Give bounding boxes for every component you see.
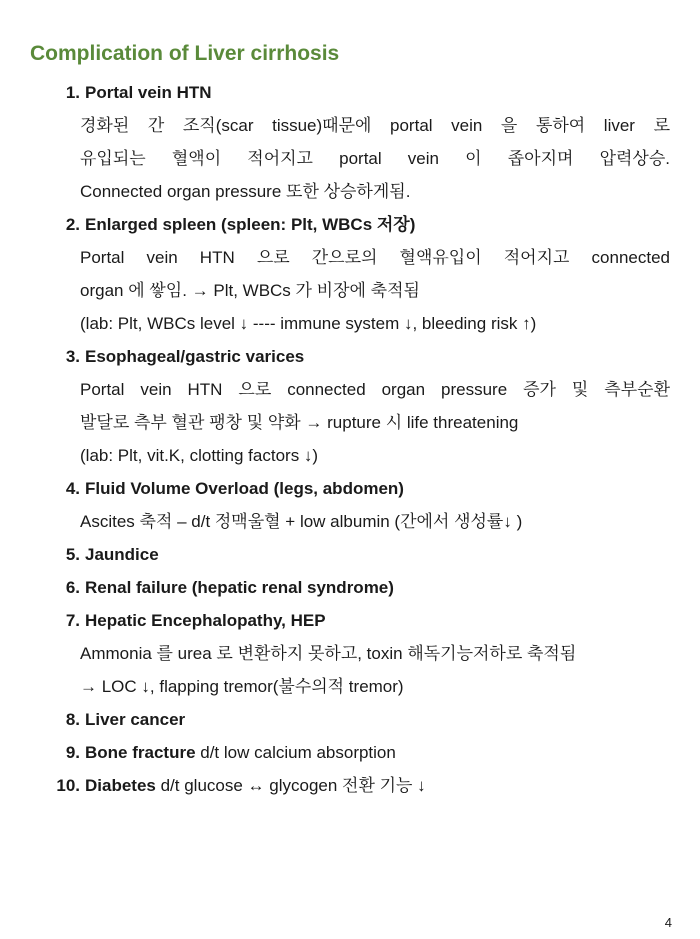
complication-list xyxy=(0,76,700,802)
item-text-line: Ammonia 를 urea 로 변환하지 못하고, toxin 해독기능저하로 축적됨 xyxy=(80,644,577,663)
item-heading xyxy=(85,76,700,109)
page-title: Complication of Liver cirrhosis xyxy=(30,42,340,65)
list-item-esophageal-varices xyxy=(0,340,700,472)
item-text-line: Connected organ pressure 또한 상승하게됨. xyxy=(80,182,411,201)
item-heading xyxy=(85,208,700,241)
list-item-hepatic-encephalopathy xyxy=(0,604,700,703)
item-heading xyxy=(85,703,700,736)
list-item-jaundice xyxy=(0,538,700,571)
list-item-liver-cancer xyxy=(0,703,700,736)
item-heading xyxy=(85,769,700,802)
item-heading-bold: Liver cancer xyxy=(85,710,186,729)
item-heading-bold: Hepatic Encephalopathy, HEP xyxy=(85,611,326,630)
item-number: 4. xyxy=(65,479,80,498)
item-heading xyxy=(85,340,700,373)
item-heading xyxy=(85,472,700,505)
item-heading-bold: Portal vein HTN xyxy=(85,83,212,102)
item-text-line: organ 에 쌓임. → Plt, WBCs 가 비장에 축적됨 xyxy=(80,281,420,300)
item-number: 1. xyxy=(65,83,80,102)
item-heading-bold: Renal failure (hepatic renal syndrome) xyxy=(85,578,394,597)
item-number: 7. xyxy=(65,611,80,630)
item-text-line: 발달로 측부 혈관 팽창 및 약화 → rupture 시 life threatening xyxy=(80,413,519,432)
item-number: 8. xyxy=(65,710,80,729)
list-item-portal-vein-htn xyxy=(0,76,700,208)
item-heading xyxy=(85,538,700,571)
item-heading-bold: Bone fracture xyxy=(85,743,196,762)
item-text-line: → LOC ↓, flapping tremor(불수의적 tremor) xyxy=(80,677,404,696)
item-number: 6. xyxy=(65,578,80,597)
item-text-line: (lab: Plt, vit.K, clotting factors ↓) xyxy=(80,446,319,465)
item-heading-bold: Fluid Volume Overload (legs, abdomen) xyxy=(85,479,404,498)
page-number: 4 xyxy=(664,915,672,930)
item-heading-bold: Enlarged spleen (spleen: Plt, WBCs 저장) xyxy=(85,215,416,234)
item-text-line: (lab: Plt, WBCs level ↓ ---- immune system ↓, bleeding risk ↑) xyxy=(80,314,537,333)
item-text-line: 유입되는 혈액이 적어지고 portal vein 이 좁아지며 압력상승. xyxy=(80,149,670,168)
item-text-line: Portal vein HTN 으로 간으로의 혈액유입이 적어지고 connected xyxy=(80,248,670,267)
list-item-fluid-volume-overload xyxy=(0,472,700,538)
item-heading-bold: Esophageal/gastric varices xyxy=(85,347,305,366)
item-text-line: Ascites 축적 – d/t 정맥울혈 + low albumin (간에서 생성률↓ ) xyxy=(80,512,523,531)
list-item-bone-fracture xyxy=(0,736,700,769)
item-heading xyxy=(85,604,700,637)
item-number: 5. xyxy=(65,545,80,564)
item-heading xyxy=(85,736,700,769)
item-text-line: 경화된 간 조직(scar tissue)때문에 portal vein 을 통하여 liver 로 xyxy=(80,116,670,135)
item-number: 9. xyxy=(65,743,80,762)
item-number: 3. xyxy=(65,347,80,366)
item-heading-detail: d/t low calcium absorption xyxy=(195,743,396,762)
item-number: 10. xyxy=(56,776,80,795)
item-text-line: Portal vein HTN 으로 connected organ pressure 증가 및 측부순환 xyxy=(80,380,670,399)
item-heading-bold: Jaundice xyxy=(85,545,159,564)
list-item-enlarged-spleen xyxy=(0,208,700,340)
item-heading-detail: d/t glucose ↔ glycogen 전환 기능 ↓ xyxy=(155,776,426,795)
item-number: 2. xyxy=(65,215,80,234)
item-heading xyxy=(85,571,700,604)
item-heading-bold: Diabetes xyxy=(85,776,156,795)
list-item-renal-failure xyxy=(0,571,700,604)
list-item-diabetes xyxy=(0,769,700,802)
